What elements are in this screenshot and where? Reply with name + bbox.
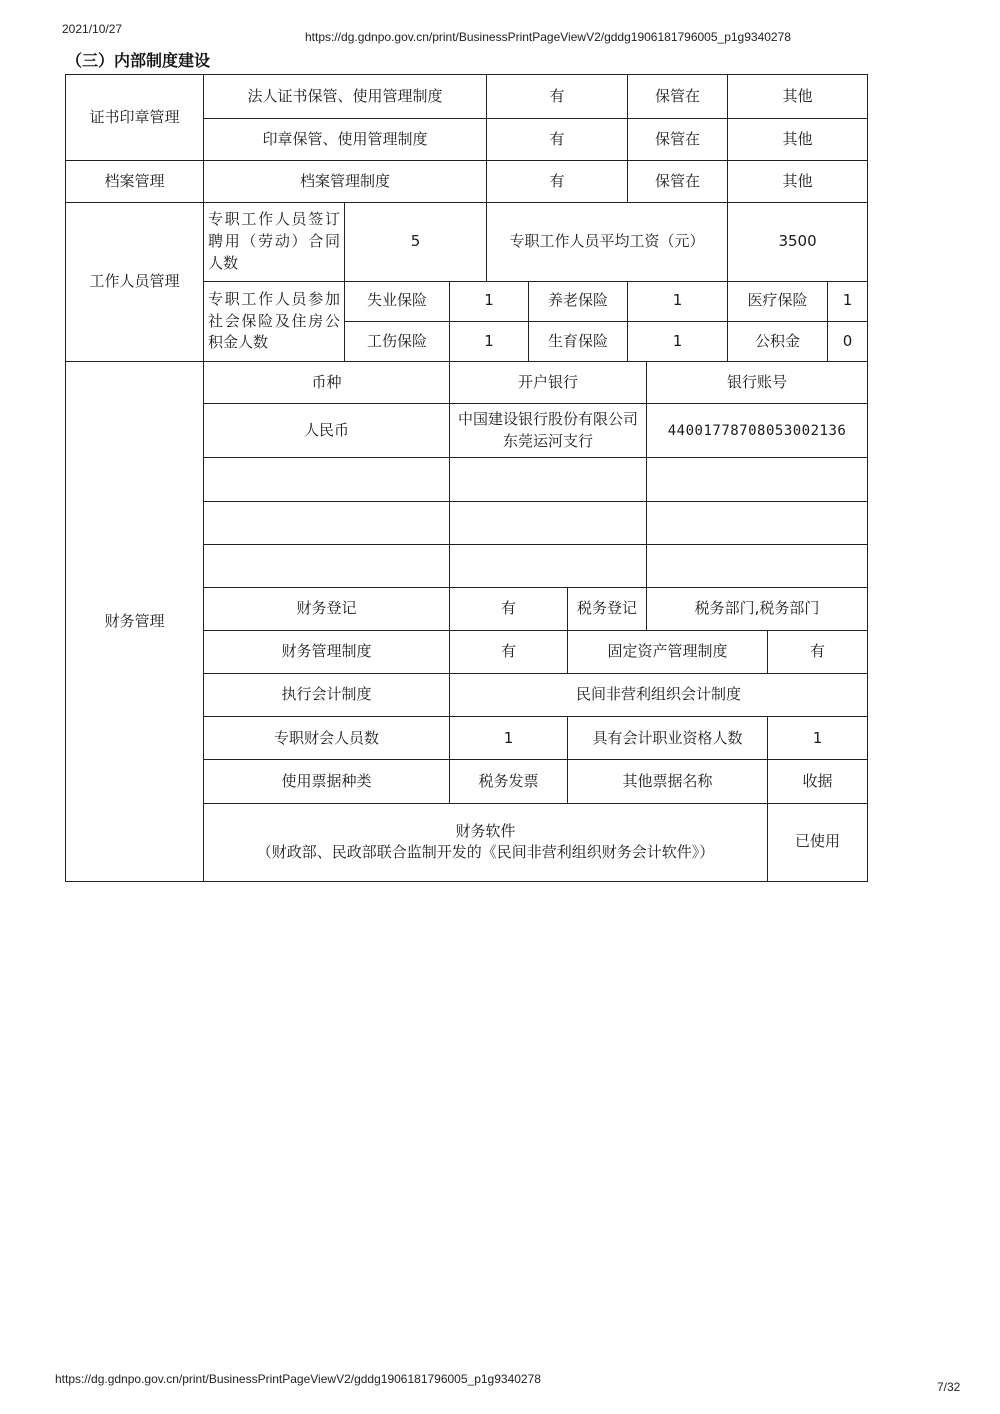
archive-group: 档案管理 xyxy=(66,161,204,203)
empty-cell xyxy=(204,544,450,587)
accounting-label: 执行会计制度 xyxy=(204,674,450,717)
insurance-label: 专职工作人员参加社会保险及住房公积金人数 xyxy=(204,281,345,361)
table-row xyxy=(66,203,868,281)
accountant-label: 专职财会人员数 xyxy=(204,717,450,760)
tax-reg-value: 税务部门,税务部门 xyxy=(647,587,868,630)
pension-label: 养老保险 xyxy=(529,281,628,321)
page-number: 7/32 xyxy=(937,1380,961,1394)
software-desc: （财政部、民政部联合监制开发的《民间非营利组织财务会计软件》） xyxy=(256,843,715,862)
medical-label: 医疗保险 xyxy=(728,281,828,321)
medical-value: 1 xyxy=(828,281,868,321)
accountant-value: 1 xyxy=(450,717,568,760)
qualified-value: 1 xyxy=(768,717,868,760)
account-number: 44001778708053002136 xyxy=(647,404,868,458)
print-url: https://dg.gdnpo.gov.cn/print/BusinessPrintPageViewV2/gddg1906181796005_p1g9340278 xyxy=(305,30,791,44)
finance-system-value: 有 xyxy=(450,631,568,674)
other-invoice-value: 收据 xyxy=(768,760,868,803)
maternity-label: 生育保险 xyxy=(529,321,628,361)
salary-label: 专职工作人员平均工资（元） xyxy=(487,203,728,281)
finance-reg-label: 财务登记 xyxy=(204,587,450,630)
injury-label: 工伤保险 xyxy=(345,321,450,361)
software-label: 财务软件 xyxy=(455,821,516,840)
archive-keep-label: 保管在 xyxy=(628,161,728,203)
other-invoice-label: 其他票据名称 xyxy=(568,760,768,803)
software-value: 已使用 xyxy=(768,803,868,881)
contract-value: 5 xyxy=(345,203,487,281)
archive-has: 有 xyxy=(487,161,628,203)
invoice-value: 税务发票 xyxy=(450,760,568,803)
seal-has: 有 xyxy=(487,119,628,161)
salary-value: 3500 xyxy=(728,203,868,281)
invoice-label: 使用票据种类 xyxy=(204,760,450,803)
print-date: 2021/10/27 xyxy=(62,22,123,36)
bank-header: 开户银行 xyxy=(450,362,647,404)
footer-url: https://dg.gdnpo.gov.cn/print/BusinessPrintPageViewV2/gddg1906181796005_p1g9340278 xyxy=(55,1372,541,1386)
pension-value: 1 xyxy=(628,281,728,321)
fund-label: 公积金 xyxy=(728,321,828,361)
injury-value: 1 xyxy=(450,321,529,361)
cert-item: 法人证书保管、使用管理制度 xyxy=(204,75,487,119)
account-currency: 人民币 xyxy=(204,404,450,458)
fixed-asset-label: 固定资产管理制度 xyxy=(568,631,768,674)
finance-system-label: 财务管理制度 xyxy=(204,631,450,674)
seal-keep-label: 保管在 xyxy=(628,119,728,161)
empty-cell xyxy=(450,458,647,501)
fixed-asset-value: 有 xyxy=(768,631,868,674)
finance-reg-value: 有 xyxy=(450,587,568,630)
internal-system-table xyxy=(65,74,868,882)
software-cell xyxy=(204,803,768,881)
empty-cell xyxy=(204,458,450,501)
account-bank: 中国建设银行股份有限公司东莞运河支行 xyxy=(450,404,647,458)
empty-cell xyxy=(647,544,868,587)
seal-item: 印章保管、使用管理制度 xyxy=(204,119,487,161)
empty-cell xyxy=(647,458,868,501)
fund-value: 0 xyxy=(828,321,868,361)
unemployment-label: 失业保险 xyxy=(345,281,450,321)
staff-group: 工作人员管理 xyxy=(66,203,204,362)
table-row xyxy=(66,75,868,119)
archive-item: 档案管理制度 xyxy=(204,161,487,203)
empty-cell xyxy=(450,544,647,587)
section-title: （三）内部制度建设 xyxy=(66,51,211,70)
empty-cell xyxy=(204,501,450,544)
qualified-label: 具有会计职业资格人数 xyxy=(568,717,768,760)
archive-keep-value: 其他 xyxy=(728,161,868,203)
seal-keep-value: 其他 xyxy=(728,119,868,161)
currency-header: 币种 xyxy=(204,362,450,404)
cert-keep-label: 保管在 xyxy=(628,75,728,119)
cert-has: 有 xyxy=(487,75,628,119)
table-row xyxy=(66,362,868,404)
tax-reg-label: 税务登记 xyxy=(568,587,647,630)
cert-keep-value: 其他 xyxy=(728,75,868,119)
accounting-value: 民间非营利组织会计制度 xyxy=(450,674,868,717)
account-header: 银行账号 xyxy=(647,362,868,404)
maternity-value: 1 xyxy=(628,321,728,361)
empty-cell xyxy=(450,501,647,544)
contract-label: 专职工作人员签订聘用（劳动）合同人数 xyxy=(204,203,345,281)
cert-seal-group: 证书印章管理 xyxy=(66,75,204,161)
table-row xyxy=(66,161,868,203)
empty-cell xyxy=(647,501,868,544)
unemployment-value: 1 xyxy=(450,281,529,321)
finance-group: 财务管理 xyxy=(66,362,204,882)
